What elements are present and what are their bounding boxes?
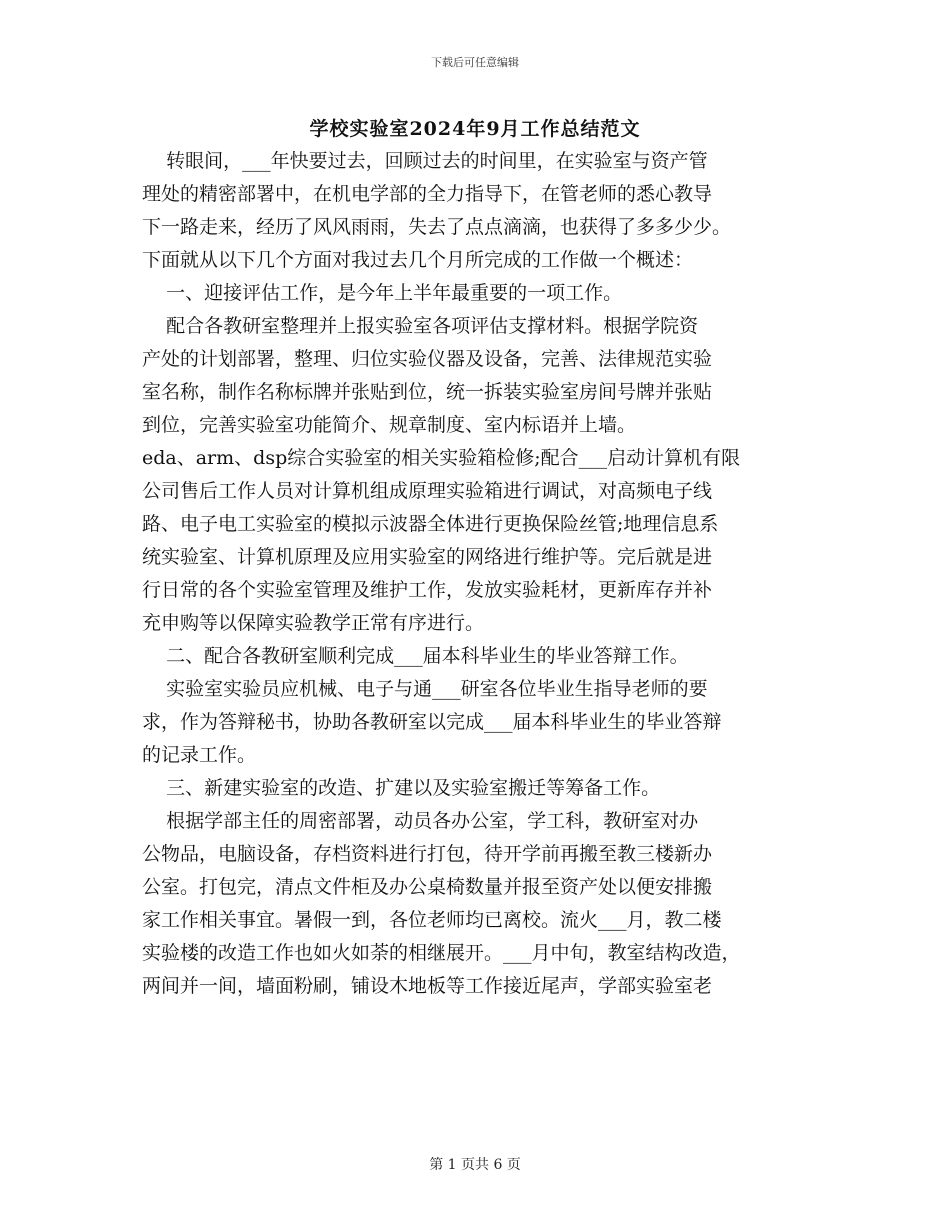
body-line: 求，作为答辩秘书，协助各教研室以完成___届本科毕业生的毕业答辩 bbox=[142, 711, 722, 733]
section-heading-1: 一、迎接评估工作，是今年上半年最重要的一项工作。 bbox=[142, 282, 623, 304]
body-line: 两间并一间，墙面粉刷，铺设木地板等工作接近尾声，学部实验室老 bbox=[142, 975, 713, 997]
body-line: 配合各教研室整理并上报实验室各项评估支撑材料。根据学院资 bbox=[142, 315, 699, 337]
body-line: eda、arm、dsp综合实验室的相关实验箱检修;配合___启动计算机有限 bbox=[142, 447, 741, 469]
body-line: 公物品，电脑设备，存档资料进行打包，待开学前再搬至教三楼新办 bbox=[142, 843, 713, 865]
body-line: 根据学部主任的周密部署，动员各办公室，学工科，教研室对办 bbox=[142, 810, 699, 832]
section-heading-2: 二、配合各教研室顺利完成___届本科毕业生的毕业答辩工作。 bbox=[142, 645, 689, 667]
body-line: 实验楼的改造工作也如火如荼的相继展开。___月中旬，教室结构改造， bbox=[142, 942, 741, 964]
body-line: 的记录工作。 bbox=[142, 744, 257, 766]
body-line: 下面就从以下几个方面对我过去几个月所完成的工作做一个概述： bbox=[142, 249, 694, 271]
body-line: 充申购等以保障实验教学正常有序进行。 bbox=[142, 612, 485, 634]
body-line: 公室。打包完，清点文件柜及办公桌椅数量并报至资产处以便安排搬 bbox=[142, 876, 713, 898]
document-body bbox=[142, 145, 817, 1003]
document-title: 学校实验室2024年9月工作总结范文 bbox=[309, 118, 641, 140]
body-line: 家工作相关事宜。暑假一到，各位老师均已离校。流火___月，教二楼 bbox=[142, 909, 722, 931]
body-line: 产处的计划部署，整理、归位实验仪器及设备，完善、法律规范实验 bbox=[142, 348, 713, 370]
body-line: 统实验室、计算机原理及应用实验室的网络进行维护等。完后就是进 bbox=[142, 546, 713, 568]
body-line: 转眼间，___年快要过去，回顾过去的时间里，在实验室与资产管 bbox=[142, 150, 708, 172]
body-line: 到位，完善实验室功能简介、规章制度、室内标语并上墙。 bbox=[142, 414, 637, 436]
header-note: 下载后可任意编辑 bbox=[431, 56, 519, 69]
body-line: 行日常的各个实验室管理及维护工作，发放实验耗材，更新库存并补 bbox=[142, 579, 713, 601]
body-line: 路、电子电工实验室的模拟示波器全体进行更换保险丝管;地理信息系 bbox=[142, 513, 719, 535]
body-line: 公司售后工作人员对计算机组成原理实验箱进行调试，对高频电子线 bbox=[142, 480, 713, 502]
body-line: 理处的精密部署中，在机电学部的全力指导下，在管老师的悉心教导 bbox=[142, 183, 713, 205]
body-line: 室名称，制作名称标牌并张贴到位，统一拆装实验室房间号牌并张贴 bbox=[142, 381, 713, 403]
page-number: 第 1 页共 6 页 bbox=[429, 1157, 521, 1173]
body-line: 实验室实验员应机械、电子与通___研室各位毕业生指导老师的要 bbox=[142, 678, 708, 700]
body-line: 下一路走来，经历了风风雨雨，失去了点点滴滴，也获得了多多少少。 bbox=[142, 216, 732, 238]
section-heading-3: 三、新建实验室的改造、扩建以及实验室搬迁等筹备工作。 bbox=[142, 777, 661, 799]
